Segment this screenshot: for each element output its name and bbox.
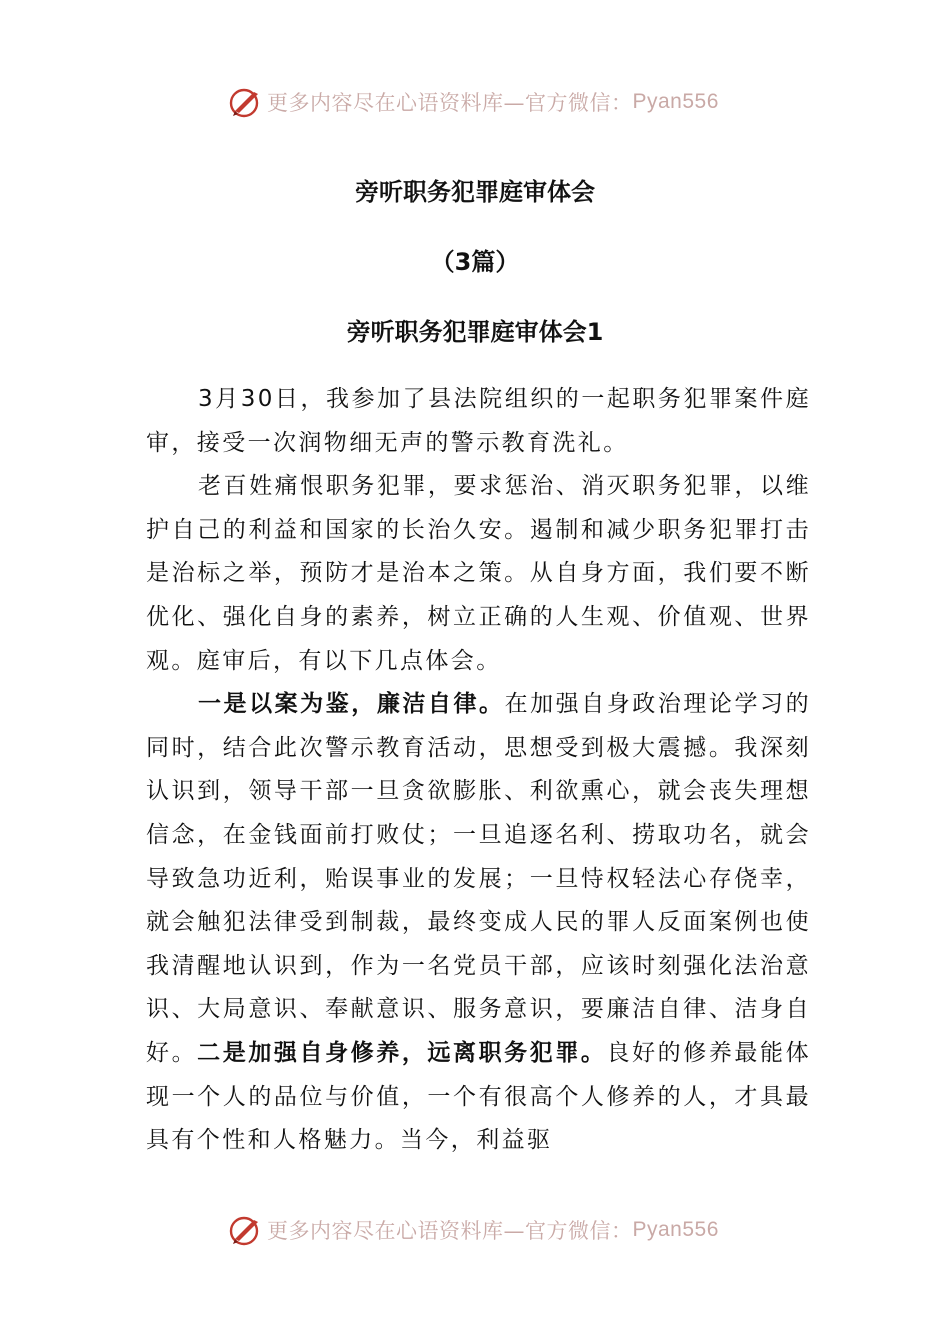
paragraph-3 [146, 683, 811, 1163]
watermark-header [227, 82, 747, 122]
paragraph-2: 老百姓痛恨职务犯罪，要求惩治、消灭职务犯罪，以维护自己的利益和国家的长治久安。遏制和减少职务犯罪打击是治标之举，预防才是治本之策。从自身方面，我们要不断优化、强化自身的素养，树立正确的人生观、价值观、世界观。庭审后，有以下几点体会。 [146, 473, 811, 674]
point-one-heading: 一是以案为鉴，廉洁自律。 [198, 691, 505, 718]
pen-logo-icon [227, 84, 263, 120]
watermark-text: 更多内容尽在心语资料库—官方微信： [267, 1219, 633, 1243]
document-count: （3篇） [430, 248, 520, 276]
watermark-wechat-id: Pyan556 [632, 90, 719, 113]
document-body [146, 378, 811, 1163]
document-title: 旁听职务犯罪庭审体会 [355, 178, 595, 206]
pen-logo-icon [227, 1212, 263, 1248]
point-one-text: 在加强自身政治理论学习的同时，结合此次警示教育活动，思想受到极大震撼。我深刻认识到，领导干部一旦贪欲膨胀、利欲熏心，就会丧失理想信念，在金钱面前打败仗；一旦追逐名利、捞取功名，就会导致急功近利，贻误事业的发展；一旦恃权轻法心存侥幸，就会触犯法律受到制裁，最终变成人民的罪人反面案例也使我清醒地认识到，作为一名党员干部，应该时刻强化法治意识、大局意识、奉献意识、服务意识，要廉洁自律、洁身自好。 [146, 691, 811, 1066]
watermark-text: 更多内容尽在心语资料库—官方微信： [267, 91, 633, 115]
point-two-text: 良好的修养最能体现一个人的品位与价值，一个有很高个人修养的人，才具最具有个性和人格魅力。当今，利益驱 [146, 1039, 811, 1154]
section-title: 旁听职务犯罪庭审体会1 [346, 318, 604, 346]
point-two-heading: 二是加强自身修养，远离职务犯罪。 [197, 1039, 607, 1066]
watermark-footer [227, 1210, 747, 1250]
watermark-wechat-id: Pyan556 [632, 1218, 719, 1241]
paragraph-1: 3月30日，我参加了县法院组织的一起职务犯罪案件庭审，接受一次润物细无声的警示教育洗礼。 [146, 386, 811, 456]
